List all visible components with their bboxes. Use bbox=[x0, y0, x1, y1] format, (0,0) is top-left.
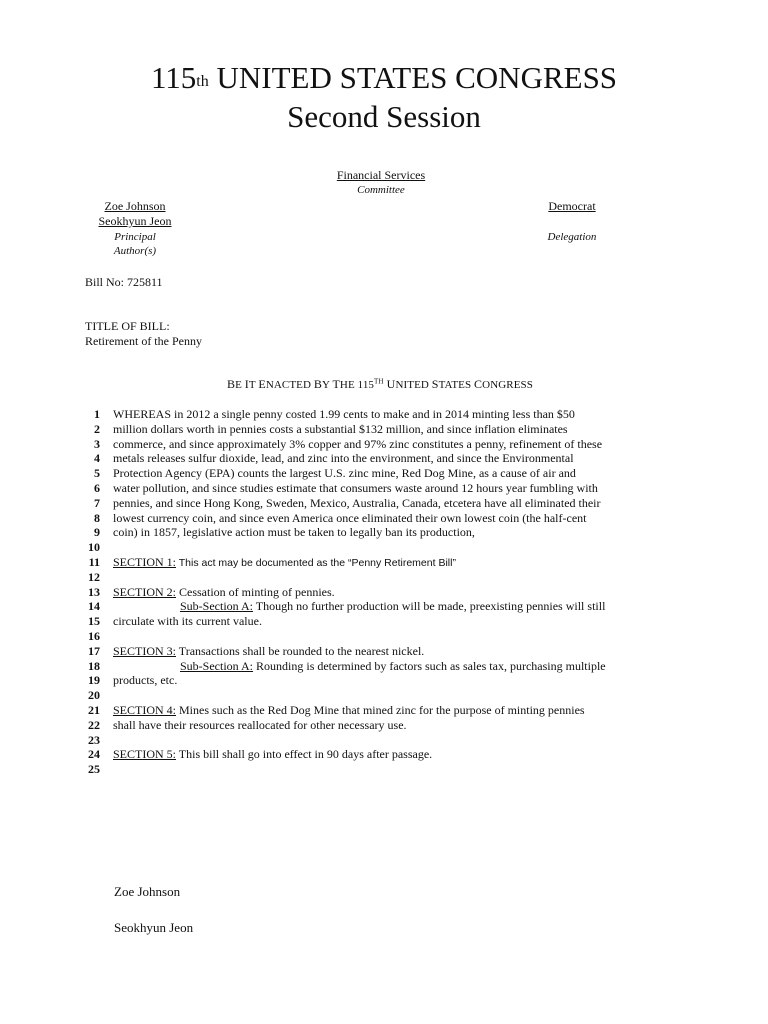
whereas-line: coin) in 1857, legislative action must be taken to legally ban its production, bbox=[113, 525, 475, 540]
line-number: 19 bbox=[88, 673, 100, 688]
line-number: 8 bbox=[94, 510, 100, 525]
section-label: SECTION 5: bbox=[113, 747, 176, 762]
blank-line bbox=[113, 733, 633, 748]
title-of-bill-value: Retirement of the Penny bbox=[85, 334, 202, 348]
line-number: 14 bbox=[88, 599, 100, 614]
author-name: Seokhyun Jeon bbox=[98, 214, 172, 228]
line-number: 3 bbox=[94, 436, 100, 451]
line-number: 2 bbox=[94, 421, 100, 436]
section-label: SECTION 4: bbox=[113, 702, 176, 717]
blank-line bbox=[113, 688, 633, 703]
section-4 bbox=[113, 703, 633, 718]
line-number: 6 bbox=[94, 480, 100, 495]
bill-number: Bill No: 725811 bbox=[85, 275, 163, 289]
whereas-line: pennies, and since Hong Kong, Sweden, Mexico, Australia, Canada, etcetera have all eliminated their bbox=[113, 495, 601, 510]
whereas-line: Protection Agency (EPA) counts the largest U.S. zinc mine, Red Dog Mine, as a cause of air and bbox=[113, 466, 576, 481]
author-name: Zoe Johnson bbox=[104, 199, 166, 213]
signature-name: Zoe Johnson bbox=[114, 884, 181, 899]
committee-name: Financial Services bbox=[336, 168, 426, 182]
line-number: 17 bbox=[88, 643, 100, 658]
subsection-label: Sub-Section A: bbox=[180, 599, 254, 614]
subsection-continuation: products, etc. bbox=[113, 673, 178, 688]
subsection-continuation: circulate with its current value. bbox=[113, 614, 262, 629]
section-continuation: shall have their resources reallocated for other necessary use. bbox=[113, 717, 407, 732]
authors-label: Principal bbox=[114, 231, 156, 243]
line-number: 7 bbox=[94, 495, 100, 510]
line-number: 9 bbox=[94, 525, 100, 540]
blank-line bbox=[113, 570, 633, 585]
authors-label: Author(s) bbox=[113, 245, 157, 257]
line-number: 10 bbox=[88, 540, 100, 555]
session-title: Second Session bbox=[287, 99, 481, 134]
line-number: 23 bbox=[88, 732, 100, 747]
whereas-line: million dollars worth in pennies costs a substantial $132 million, and since inflation eliminates bbox=[113, 421, 568, 436]
whereas-line: WHEREAS in 2012 a single penny costed 1.99 cents to make and in 2014 minting less than $50 bbox=[113, 407, 575, 421]
title-of-bill-label: TITLE OF BILL: bbox=[85, 319, 170, 333]
section-3 bbox=[113, 644, 633, 659]
subsection-label: Sub-Section A: bbox=[180, 658, 254, 673]
line-number: 25 bbox=[88, 762, 100, 777]
subsection-2a bbox=[113, 599, 633, 614]
section-text: Mines such as the Red Dog Mine that mined zinc for the purpose of minting pennies bbox=[176, 702, 585, 717]
whereas-line: water pollution, and since studies estimate that consumers waste around 12 hours year fumbling with bbox=[113, 480, 598, 495]
section-label: SECTION 3: bbox=[113, 643, 176, 658]
subsection-text: Rounding is determined by factors such as sales tax, purchasing multiple bbox=[253, 658, 606, 673]
line-number: 21 bbox=[88, 702, 100, 717]
line-number: 15 bbox=[88, 614, 100, 629]
document-title: 115th UNITED STATES CONGRESS bbox=[150, 60, 618, 95]
section-text: Cessation of minting of pennies. bbox=[176, 584, 335, 599]
line-number: 11 bbox=[88, 554, 100, 569]
bill-body bbox=[113, 407, 633, 777]
signature-name: Seokhyun Jeon bbox=[114, 920, 194, 935]
blank-line bbox=[113, 629, 633, 644]
committee-label: Committee bbox=[357, 184, 405, 196]
section-text: This act may be documented as the “Penny Retirement Bill” bbox=[176, 556, 456, 569]
line-number: 4 bbox=[94, 451, 100, 466]
enacting-clause: BE IT ENACTED BY THE 115TH UNITED STATES CONGRESS bbox=[227, 377, 533, 391]
line-number: 5 bbox=[94, 466, 100, 481]
line-number: 22 bbox=[88, 717, 100, 732]
section-text: Transactions shall be rounded to the nearest nickel. bbox=[176, 643, 425, 658]
line-number: 24 bbox=[88, 747, 100, 762]
blank-line bbox=[113, 762, 633, 777]
line-numbers bbox=[80, 407, 100, 777]
section-label: SECTION 1: bbox=[113, 554, 176, 569]
whereas-line: metals releases sulfur dioxide, lead, and zinc into the environment, and since the Environmental bbox=[113, 451, 574, 466]
blank-line bbox=[113, 540, 633, 555]
line-number: 1 bbox=[94, 407, 100, 421]
subsection-text: Though no further production will be made, preexisting pennies will still bbox=[253, 599, 606, 614]
subsection-3a bbox=[113, 659, 633, 674]
line-number: 20 bbox=[88, 688, 100, 703]
line-number: 12 bbox=[88, 569, 100, 584]
delegation-name: Democrat bbox=[548, 199, 596, 213]
section-text: This bill shall go into effect in 90 days after passage. bbox=[176, 747, 433, 762]
section-2 bbox=[113, 585, 633, 600]
section-1 bbox=[113, 555, 633, 570]
line-number: 16 bbox=[88, 628, 100, 643]
whereas-line: commerce, and since approximately 3% copper and 97% zinc constitutes a penny, refinement of these bbox=[113, 436, 603, 451]
section-label: SECTION 2: bbox=[113, 584, 176, 599]
section-5 bbox=[113, 747, 633, 762]
line-number: 13 bbox=[88, 584, 100, 599]
whereas-line: lowest currency coin, and since even America once eliminated their own lowest coin (the half-cent bbox=[113, 510, 587, 525]
delegation-label: Delegation bbox=[547, 231, 597, 243]
line-number: 18 bbox=[88, 658, 100, 673]
